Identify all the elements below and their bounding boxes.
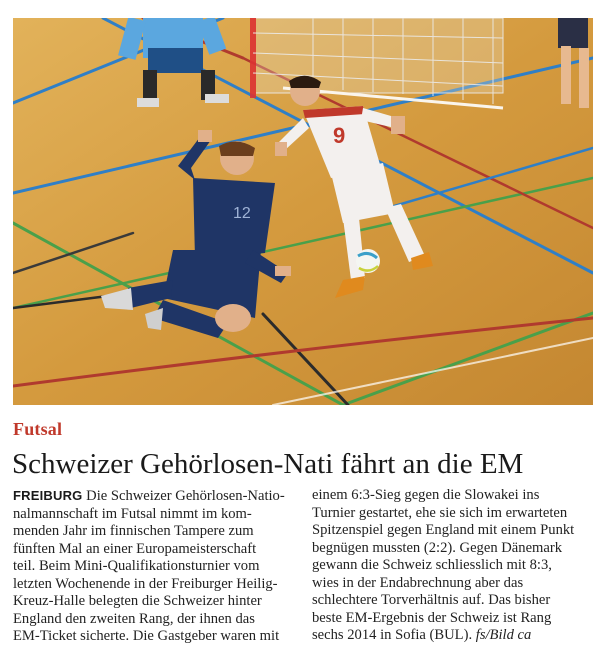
body-line: einem 6:3-Sieg gegen die Slowakei ins xyxy=(312,487,540,503)
body-line: begnügen mussten (2:2). Gegen Dänemark xyxy=(312,539,563,556)
futsal-ball xyxy=(356,249,380,273)
body-line: gewann die Schweiz schliesslich mit 8:3, xyxy=(312,557,552,573)
body-line: beste EM-Ergebnis der Schweiz ist Rang xyxy=(312,609,552,626)
body-line: EM-Ticket sicherte. Die Gastgeber waren mit xyxy=(13,628,280,644)
body-line: menden Jahr im finnischen Tampere zum xyxy=(13,523,254,539)
body-line: schlechtere Torverhältnis auf. Das bisher xyxy=(312,592,551,608)
article-column-left xyxy=(13,487,303,646)
dateline: FREIBURG xyxy=(13,488,83,503)
body-line: Turnier gestartet, ehe sie sich im erwarteten xyxy=(312,504,568,521)
body-line: Kreuz-Halle belegten die Schweizer hinter xyxy=(13,593,262,609)
body-line: teil. Beim Mini-Qualifikationsturnier vom xyxy=(13,558,260,574)
body-line: sechs 2014 in Sofia (BUL). fs/Bild ca xyxy=(312,627,532,643)
red-jersey-number: 9 xyxy=(333,123,346,148)
body-line: letzten Wochenende in der Freiburger Heilig- xyxy=(13,575,278,592)
body-line: wies in der Endabrechnung aber das xyxy=(312,574,524,591)
body-line: nalmannschaft im Futsal nimmt im kom- xyxy=(13,505,252,522)
body-line: FREIBURG Die Schweizer Gehörlosen-Natio- xyxy=(13,488,285,504)
section-kicker: Futsal xyxy=(13,419,63,439)
article-column-right xyxy=(312,487,597,645)
blue-jersey-number: 12 xyxy=(233,205,251,222)
body-line: England den zweiten Rang, der ihnen das xyxy=(13,610,255,627)
body-line: fünften Mal an einer Europameisterschaft xyxy=(13,540,257,557)
photo-credit: fs/Bild ca xyxy=(475,627,532,643)
futsal-match-photo xyxy=(13,18,593,405)
body-line: Spitzenspiel gegen England mit einem Punkt xyxy=(312,522,575,538)
article-headline: Schweizer Gehörlosen-Nati fährt an die EM xyxy=(12,448,524,480)
